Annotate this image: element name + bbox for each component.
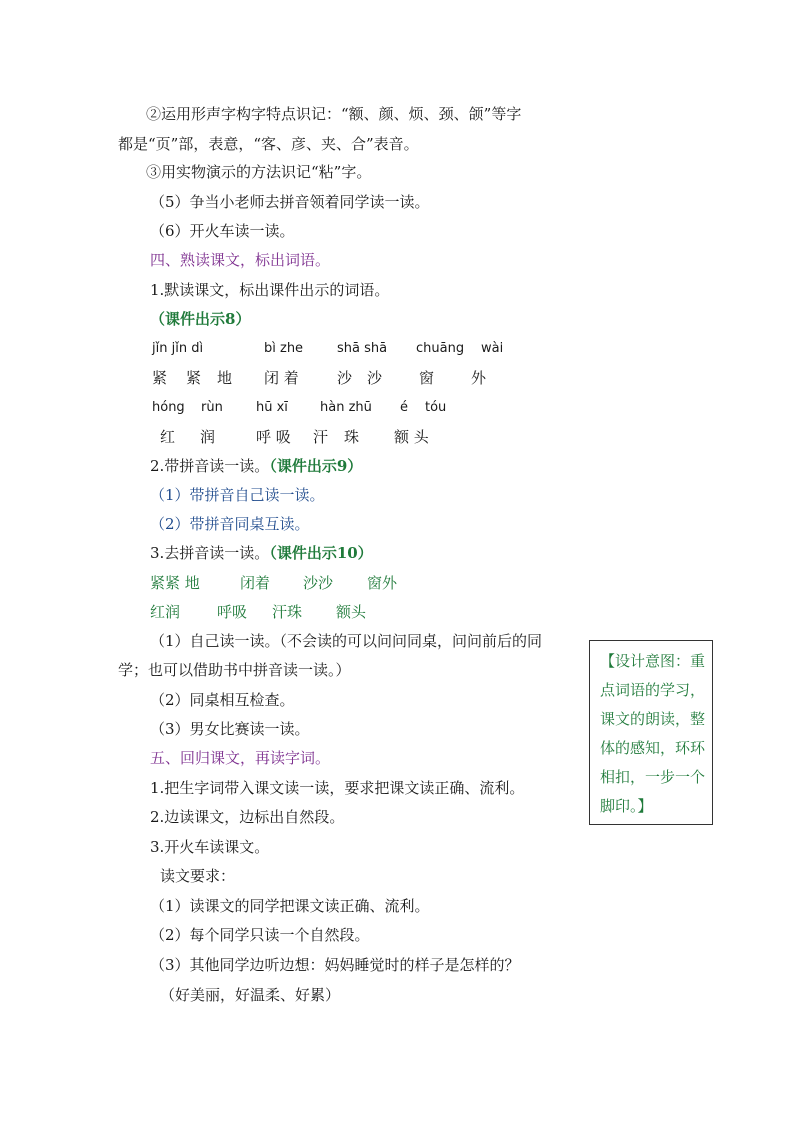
paragraph-line: （好美丽，好温柔、好累） xyxy=(160,986,341,1004)
section-heading-5: 五、回归课文，再读字词。 xyxy=(150,749,331,767)
section-heading-4: 四、熟读课文，标出词语。 xyxy=(150,251,331,269)
hanzi-row xyxy=(0,427,794,447)
paragraph-line: 3.开火车读课文。 xyxy=(150,838,270,856)
hanzi-char: 呼 吸 xyxy=(256,428,291,446)
word-row xyxy=(0,602,794,622)
word: 呼吸 xyxy=(217,603,248,621)
hanzi-char: 汗 xyxy=(313,428,329,446)
paragraph-line: （3）其他同学边听边想：妈妈睡觉时的样子是怎样的？ xyxy=(150,956,520,974)
hanzi-char: 闭 着 xyxy=(264,369,299,387)
pinyin-row xyxy=(0,339,794,359)
hanzi-char: 外 xyxy=(471,369,487,387)
pinyin-word: é xyxy=(400,400,408,415)
pinyin-word: hàn zhū xyxy=(320,400,372,415)
word: 闭着 xyxy=(240,574,271,592)
word: 紧紧 地 xyxy=(150,574,200,592)
paragraph-line: 学；也可以借助书中拼音读一读。） xyxy=(118,661,351,679)
paragraph-line: （2）同桌相互检查。 xyxy=(150,691,295,709)
word: 窗外 xyxy=(367,574,398,592)
courseware-label: （课件出示9） xyxy=(269,457,363,475)
hanzi-char: 紧 xyxy=(186,369,202,387)
courseware-label: （课件出示10） xyxy=(269,544,373,562)
word: 汗珠 xyxy=(272,603,303,621)
hanzi-char: 沙 xyxy=(367,369,383,387)
hanzi-char: 珠 xyxy=(344,428,360,446)
paragraph-line: 1.默读课文，标出课件出示的词语。 xyxy=(150,281,390,299)
hanzi-char: 沙 xyxy=(337,369,353,387)
design-intent-line: 相扣，一步一个 xyxy=(600,768,706,786)
paragraph-line: （2）带拼音同桌互读。 xyxy=(150,515,310,533)
pinyin-word: tóu xyxy=(425,400,447,415)
paragraph-line: （6）开火车读一读。 xyxy=(150,222,295,240)
design-intent-line: 体的感知，环环 xyxy=(600,739,706,757)
pinyin-word: hū xī xyxy=(256,400,288,415)
word: 额头 xyxy=(336,603,367,621)
paragraph-line: 读文要求： xyxy=(160,867,236,885)
word-row xyxy=(0,573,794,593)
design-intent-line: 【设计意图：重 xyxy=(600,652,706,670)
paragraph-line: ③用实物演示的方法识记“粘”字。 xyxy=(146,163,372,181)
hanzi-char: 紧 xyxy=(152,369,168,387)
design-intent-box xyxy=(589,640,713,825)
pinyin-word: chuāng xyxy=(416,341,465,356)
pinyin-row xyxy=(0,398,794,418)
paragraph-line: 2.边读课文，边标出自然段。 xyxy=(150,808,345,826)
paragraph-line: （1）读课文的同学把课文读正确、流利。 xyxy=(150,897,430,915)
hanzi-char: 润 xyxy=(200,428,216,446)
design-intent-line: 点词语的学习， xyxy=(600,681,706,699)
pinyin-word: wài xyxy=(481,341,504,356)
instruction-text: 3.去拼音读一读。 xyxy=(150,544,270,562)
pinyin-word: hóng xyxy=(152,400,185,415)
hanzi-row xyxy=(0,368,794,388)
hanzi-char: 窗 xyxy=(419,369,435,387)
paragraph-line: （2）每个同学只读一个自然段。 xyxy=(150,926,370,944)
pinyin-word: bì zhe xyxy=(264,341,304,356)
paragraph-line: （1）自己读一读。（不会读的可以问问同桌，问问前后的同 xyxy=(150,632,543,650)
paragraph-line: 都是“页”部，表意，“客、彦、夹、合”表音。 xyxy=(118,135,419,153)
design-intent-line: 课文的朗读，整 xyxy=(600,710,706,728)
paragraph-line xyxy=(150,543,373,563)
paragraph-line: ②运用形声字构字特点识记：“额、颜、烦、颈、颌”等字 xyxy=(146,105,522,123)
paragraph-line: （1）带拼音自己读一读。 xyxy=(150,486,325,504)
pinyin-word: jǐn jǐn dì xyxy=(152,341,204,356)
paragraph-line: （5）争当小老师去拼音领着同学读一读。 xyxy=(150,193,430,211)
hanzi-char: 额 头 xyxy=(394,428,429,446)
hanzi-char: 地 xyxy=(217,369,233,387)
hanzi-char: 红 xyxy=(160,428,176,446)
paragraph-line xyxy=(150,456,362,476)
design-intent-line: 脚印。】 xyxy=(600,797,653,815)
courseware-label: （课件出示8） xyxy=(150,310,251,328)
instruction-text: 2.带拼音读一读。 xyxy=(150,457,270,475)
word: 沙沙 xyxy=(303,574,334,592)
pinyin-word: shā shā xyxy=(337,341,388,356)
word: 红润 xyxy=(150,603,181,621)
paragraph-line: （3）男女比赛读一读。 xyxy=(150,720,310,738)
paragraph-line: 1.把生字词带入课文读一读，要求把课文读正确、流利。 xyxy=(150,779,525,797)
pinyin-word: rùn xyxy=(201,400,223,415)
